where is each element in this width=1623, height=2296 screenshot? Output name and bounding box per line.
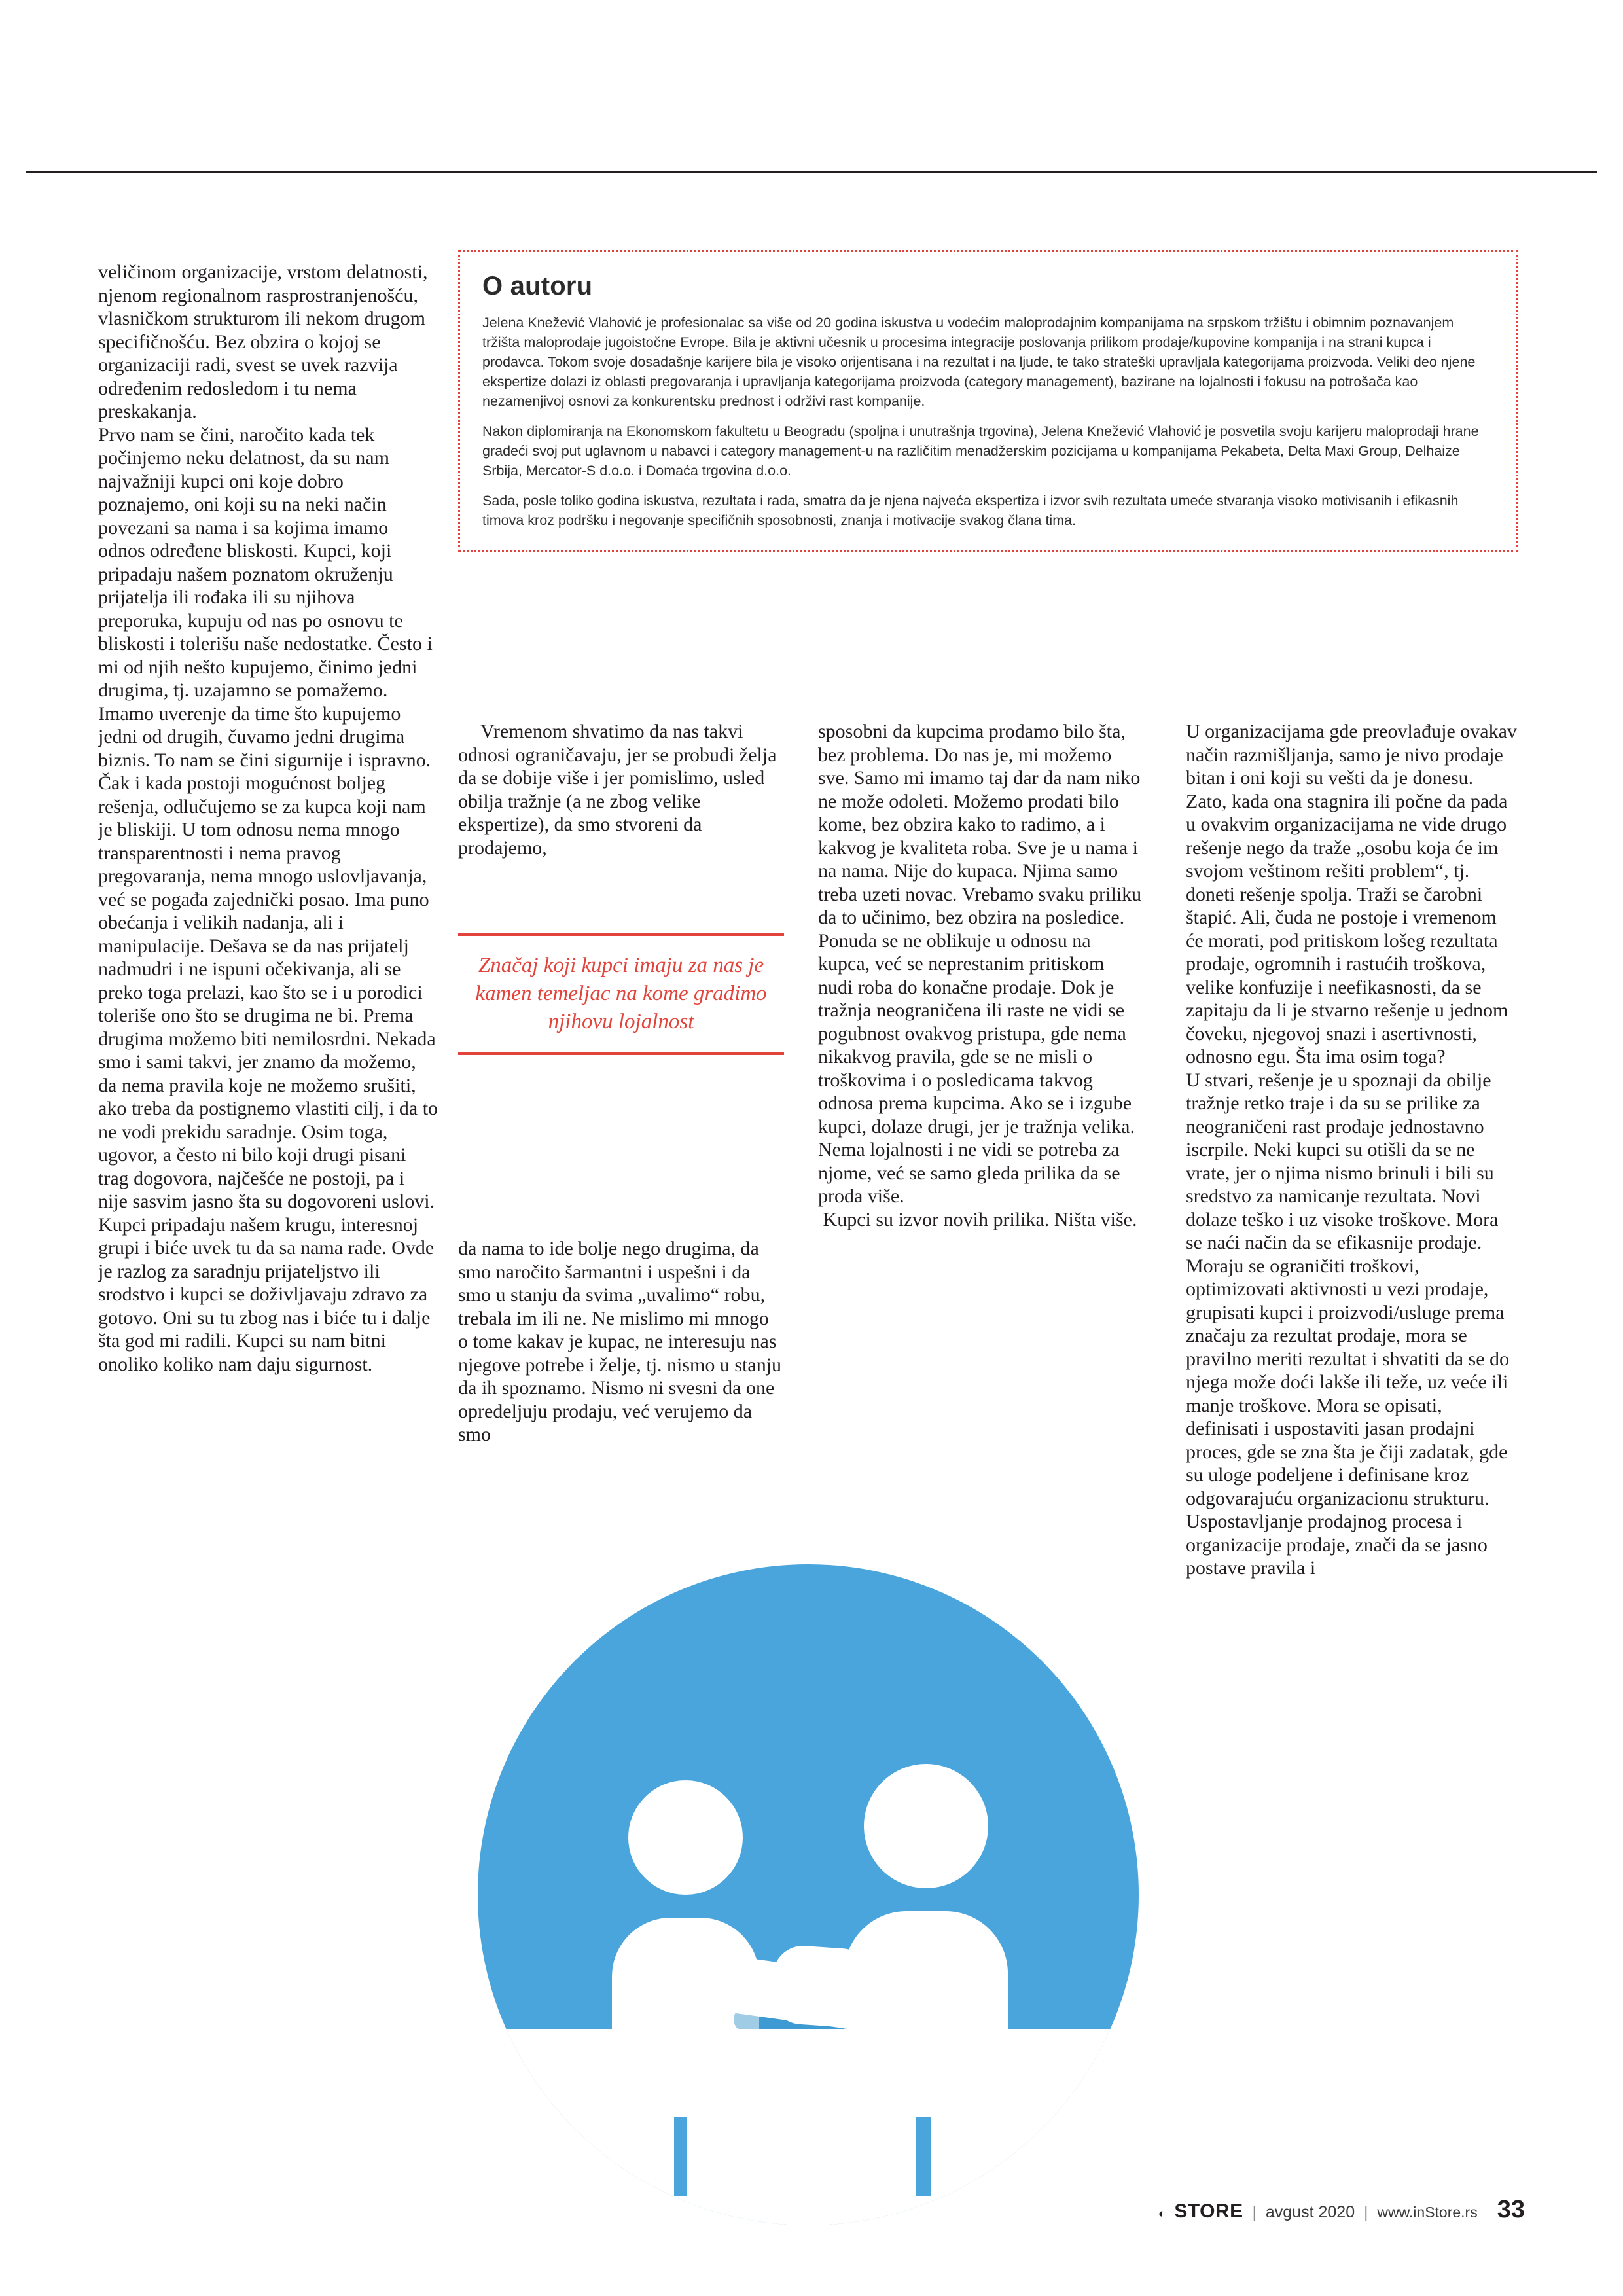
paragraph: da nama to ide bolje nego drugima, da smo naročito šarmantni i uspešni i da smo u stanju da svima „uvalimo“ robu, trebala im ili ne. Ne mislimo mi mnogo o tome kakav je kupac, ne interesuju nas njegove potrebe i želje, tj. nismo u stanju da ih spoznamo. Nismo ni svesni da one opredeljuju prodaju, već verujemo da smo [458,1238,782,1445]
footer-issue-date: avgust 2020 [1265,2203,1355,2221]
paragraph: Prvo nam se čini, naročito kada tek počinjemo neku delatnost, da su nam najvažniji kupci oni koje dobro poznajemo, oni koji su na neki način povezani sa nama i sa kojima imamo odnos određene bliskosti. Kupci, koji pripadaju našem poznatom okruženju prijatelja ili rođaka ili su njihova preporuka, kupuju od nas po osnovu te bliskosti i tolerišu naše nedostatke. Često i mi od njih nešto kupujemo, činimo jedni drugima, tj. uzajamno se pomažemo. Imamo uverenje da time što kupujemo jedni od drugih, čuvamo jedni drugima biznis. To nam se čini sigurnije i ispravno. Čak i kada postoji mogućnost boljeg rešenja, odlučujemo se za kupca koji nam je bliskiji. U tom odnosu nema mnogo transparentnosti i nema pravog pregovaranja, nema mnogo uslovljavanja, već se pogađa zajednički posao. Ima puno obećanja i velikih nadanja, ali i manipulacije. Dešava se da nas prijatelj nadmudri i ne ispuni očekivanja, ali se preko toga prelazi, kao što se i u porodici toleriše ono što se drugima ne bi. Prema drugima možemo biti nemilosrdni. Nekada smo i sami takvi, jer znamo da možemo, da nema pravila koje ne možemo srušiti, ako treba da postignemo vlastiti cilj, i da to ne vodi prekidu saradnje. Osim toga, ugovor, a često ni bilo koji drugi pisani trag dogovora, najčešće ne postoji, pa i nije sasvim jasno šta su dogovoreni uslovi. Kupci pripadaju našem krugu, interesnoj grupi i biće uvek tu da sa nama rade. Ovde je razlog za saradnju prijateljstvo ili srodstvo i kupci se doživljavaju zdravo za gotovo. Oni su tu zbog nas i biće tu i dalje šta god mi radili. Kupci su nam bitni onoliko koliko nam daju sigurnost. [98,423,438,1375]
body-column-2-bottom [458,1237,782,1446]
page-footer [98,2196,1525,2235]
instore-logo: STORE [1174,2200,1243,2222]
paragraph: U organizacijama gde preovlađuje ovakav način razmišljanja, samo je nivo prodaje bitan i oni koji su vešti da je donesu. Zato, kada ona stagnira ili počne da pada u ovakvim organizacijama ne vide drugo rešenje nego da traže „osobu koja će im svojom veštinom rešiti problem“, tj. doneti rešenje spolja. Traži se čarobni štapić. Ali, čuda ne postoje i vremenom će morati, pod pritiskom lošeg rezultata prodaje, ogromnih i rastućih troškova, velike konfuzije i neefikasnosti, da se zapitaju da li je stvarno rešenje u jednom čoveku, njegovoj snazi i asertivnosti, odnosno egu. Šta ima osim toga? [1186,721,1517,1067]
person-left-head-icon [628,1780,743,1895]
illustration-gap [916,2117,931,2196]
illustration-gap [674,2117,687,2196]
paragraph: U stvari, rešenje je u spoznaji da obilje tražnje retko traje i da su se prilike za neograničeni rast prodaje jednostavno iscrpile. Neki kupci su otišli da se ne vrate, jer o njima nismo brinuli i bili su sredstvo za namicanje rezultata. Novi dolaze teško i uz visoke troškove. Mora se naći način da se efikasnije prodaje. Moraju se ograničiti troškovi, optimizovati aktivnosti u vezi prodaje, grupisati kupci i proizvodi/usluge prema značaju za rezultat prodaje, mora se pravilno meriti rezultat i shvatiti da se do njega može doći lakše ili teže, uz veće ili manje troškove. Mora se opisati, definisati i uspostaviti jasan prodajni proces, gde se zna šta je čiji zadatak, gde su uloge podeljene i definisane kroz odgovarajuću organizacionu strukturu. Uspostavljanje prodajnog procesa i organizacije prodaje, znači da se jasno postave pravila i [1186,1069,1510,1579]
body-column-3 [818,720,1142,1231]
instore-logo-mark-icon: ◐ [1158,2207,1166,2221]
author-paragraph: Nakon diplomiranja na Ekonomskom fakultetu u Beogradu (spoljna i unutrašnja trgovina), Jelena Knežević Vlahović je posvetila svoju karijeru maloprodaji hrane gradeći svoj put uglavnom u nabavci i category management-u na različitim menadžerskim pozicijama u kompanijama Pekabeta, Delta Maxi Group, Delhaize Srbija, Mercator-S d.o.o. i Domaća trgovina d.o.o. [482,423,1479,478]
handshake-illustration [478,1564,1139,2225]
footer-separator: | [1252,2204,1257,2221]
body-column-1 [98,260,438,1376]
handshake-icon [770,1944,873,2029]
illustration-circle [478,1564,1139,2225]
author-box-title: O autoru [482,272,593,300]
body-column-4 [1186,720,1518,1580]
page-number: 33 [1497,2196,1525,2223]
paragraph: Vremenom shvatimo da nas takvi odnosi ograničavaju, jer se probudi želja da se dobije više i jer pomislimo, usled obilja tražnje (a ne zbog velike ekspertize), da smo stvoreni da prodajemo, [458,721,777,859]
pull-quote-text: Značaj koji kupci imaju za nas je kamen temeljac na kome gradimo njihovu lojalnost [475,954,767,1033]
pull-quote-rule-bottom [458,1052,784,1055]
pull-quote [458,933,784,1055]
footer-separator: | [1364,2204,1368,2221]
author-paragraph: Jelena Knežević Vlahović je profesionalac sa više od 20 godina iskustva u vodećim maloprodajnim kompanijama na srpskom tržištu i obimnim poznavanjem tržišta maloprodaje jugoistočne Evrope. Bila je aktivni učesnik u procesima integracije poslovanja prilikom prodaje/kupovine kompanija i na strani kupca i prodavca. Tokom svoje dosadašnje karijere bila je visoko orijentisana i na rezultat i na ljude, te tako strateški upravljala kategorijama proizvoda. Veliki deo njene ekspertize dolazi iz oblasti pregovaranja i upravljanja kategorijama proizvoda (category management), bazirane na lojalnosti i fokusu na potrošača kao nezamenjivoj osnovi za konkurentsku prednost i održivi rast kompanije. [482,315,1476,409]
person-right-head-icon [864,1764,988,1888]
paragraph: veličinom organizacije, vrstom delatnosti, njenom regionalnom rasprostranjenošću, vlasničkom strukturom ili nekom drugom specifičnošću. Bez obzira o kojoj se organizaciji radi, svest se uvek razvija određenim redosledom i tu nema preskakanja. [98,261,428,422]
header-rule [26,171,1597,173]
author-info-box [458,250,1518,552]
author-paragraph: Sada, posle toliko godina iskustva, rezultata i rada, smatra da je njena najveća ekspertiza i izvor svih rezultata umeće stvaranja visoko motivisanih i efikasnih timova kroz podršku i negovanje specifičnih sposobnosti, znanja i motivacije svakog člana tima. [482,493,1459,528]
body-column-2-top [458,720,782,859]
paragraph: sposobni da kupcima prodamo bilo šta, bez problema. Do nas je, mi možemo sve. Samo mi imamo taj dar da nam niko ne može odoleti. Možemo prodati bilo kome, bez obzira kako to radimo, a i kakvog je kvaliteta roba. Sve je u nama i na nama. Nije do kupaca. Njima samo treba uzeti novac. Vrebamo svaku priliku da to učinimo, bez obzira na posledice. Ponuda se ne oblikuje u odnosu na kupca, već se neprestanim pritiskom nudi roba do konačne prodaje. Dok je tražnja neograničena ili raste ne vidi se pogubnost ovakvog pristupa, gde nema nikakvog pravila, gde se ne misli o troškovima i o posledicama takvog odnosa prema kupcima. Ako se i izgube kupci, dolaze drugi, jer je tražnja velika. Nema lojalnosti i ne vidi se potreba za njome, već se samo gleda prilika da se proda više. [818,721,1142,1207]
footer-website-url[interactable]: www.inStore.rs [1377,2204,1478,2221]
paragraph: Kupci su izvor novih prilika. Ništa više. [823,1208,1137,1230]
